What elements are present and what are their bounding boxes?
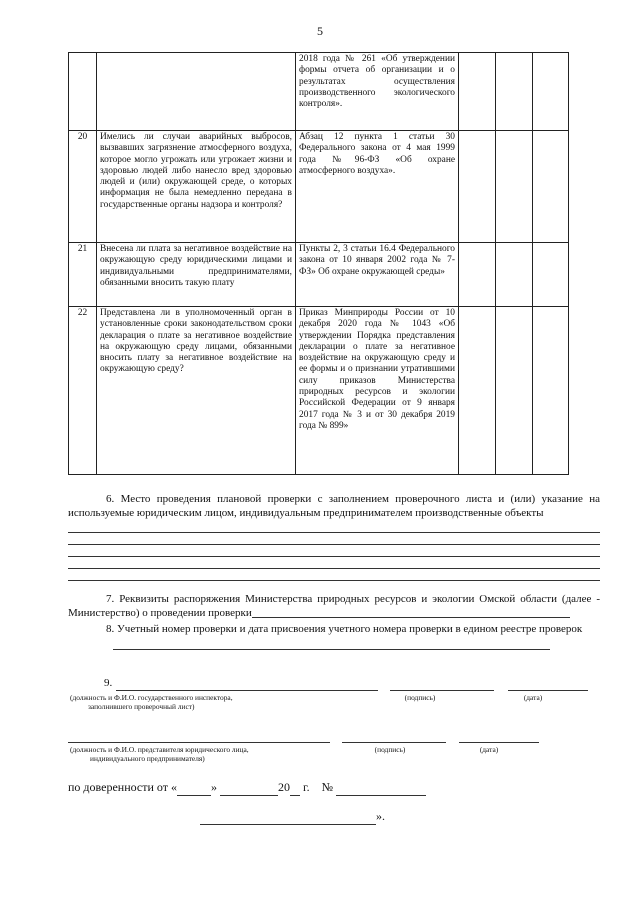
row-number: 22 [69, 307, 97, 475]
poa-year-prefix: 20 [278, 780, 290, 794]
poa-day-field[interactable] [177, 779, 211, 796]
representative-date-line[interactable] [459, 742, 539, 743]
row-number: 21 [69, 243, 97, 307]
answer-yes-cell[interactable] [459, 53, 496, 131]
requirement-cell: 2018 года № 261 «Об утверждении формы отчета об организации и о результатах осуществления производственного экологического контроля». [296, 53, 459, 131]
table-row [69, 307, 569, 475]
inspector-signature-caption: (подпись) [404, 693, 436, 702]
question-cell [97, 53, 296, 131]
answer-yes-cell[interactable] [459, 243, 496, 307]
representative-caption-line-2: индивидуального предпринимателя) [90, 754, 205, 763]
answer-yes-cell[interactable] [459, 307, 496, 475]
poa-number-field[interactable] [336, 779, 426, 796]
answer-no-cell[interactable] [496, 131, 533, 243]
inspector-name-line[interactable] [116, 690, 378, 691]
power-of-attorney-line [68, 779, 426, 796]
representative-signature-caption: (подпись) [374, 745, 406, 754]
answer-no-cell[interactable] [496, 243, 533, 307]
representative-name-line[interactable] [68, 742, 330, 743]
poa-prefix: по доверенности от « [68, 780, 177, 794]
section-9-number: 9. [104, 677, 113, 689]
section-6-fill-line[interactable] [68, 532, 600, 533]
section-6-fill-line[interactable] [68, 568, 600, 569]
representative-caption [70, 745, 330, 763]
checklist-table [68, 52, 569, 475]
answer-yes-cell[interactable] [459, 131, 496, 243]
question-cell: Представлена ли в уполномоченный орган в установленные сроки законодательством сроки декларация о плате за негативное воздействие на окружающую среду лицами, обязанными вносить плату за негативное воздействие на окружающую среду? [97, 307, 296, 475]
section-6-text: 6. Место проведения плановой проверки с заполнением проверочного листа и (или) указание на используемые юридическим лицом, индивидуальным предпринимателем производственные объекты [68, 493, 600, 519]
question-cell: Внесена ли плата за негативное воздействие на окружающую среду юридическими лицами и индивидуальными предпринимателями, обязанными вносить такую плату [97, 243, 296, 307]
requirement-cell: Приказ Минприроды России от 10 декабря 2020 года № 1043 «Об утверждении Порядка представления декларации о плате за негативное воздействие на окружающую среду и ее формы и о признании утратившими силу приказов Министерства природных ресурсов и экологии Российской Федерации от 9 января 2017 года № 3 и от 30 декабря 2019 года № 899» [296, 307, 459, 475]
poa-year-suffix: г. [303, 780, 310, 794]
section-7-fill-line[interactable] [252, 617, 570, 618]
answer-na-cell[interactable] [533, 131, 569, 243]
section-6-fill-line[interactable] [68, 544, 600, 545]
poa-number-sign: № [321, 780, 334, 794]
inspector-signature-line[interactable] [390, 690, 494, 691]
answer-no-cell[interactable] [496, 53, 533, 131]
row-number [69, 53, 97, 131]
representative-date-caption: (дата) [479, 745, 499, 754]
section-6-fill-line[interactable] [68, 556, 600, 557]
section-8-text: 8. Учетный номер проверки и дата присвоения учетного номера проверки в едином реестре проверок [106, 623, 583, 635]
poa-issued-by-field[interactable] [200, 808, 376, 825]
table-row [69, 243, 569, 307]
poa-month-field[interactable] [220, 779, 278, 796]
representative-signature-line[interactable] [342, 742, 446, 743]
table-row [69, 131, 569, 243]
inspector-caption-line-1: (должность и Ф.И.О. государственного инспектора, [70, 693, 233, 702]
poa-year-field[interactable] [290, 779, 300, 796]
poa-close-quote: » [211, 780, 217, 794]
poa-tail: ». [376, 809, 385, 823]
inspector-caption [70, 693, 290, 711]
poa-issued-by-line [200, 808, 385, 825]
requirement-cell: Абзац 12 пункта 1 статьи 30 Федерального закона от 4 мая 1999 года №96-ФЗ «Об охране атмосферного воздуха». [296, 131, 459, 243]
question-cell: Имелись ли случаи аварийных выбросов, вызвавших загрязнение атмосферного воздуха, которое могло угрожать или угрожает жизни и здоровью людей либо нанесло вред здоровью людей и (или) окружающей среде, о которых информация не была немедленно передана в государственные органы надзора и контроля? [97, 131, 296, 243]
table-row [69, 53, 569, 131]
answer-na-cell[interactable] [533, 307, 569, 475]
section-6-fill-line[interactable] [68, 580, 600, 581]
answer-na-cell[interactable] [533, 243, 569, 307]
requirement-cell: Пункты 2, 3 статьи 16.4 Федерального закона от 10 января 2002 года № 7-ФЗ» Об охране окружающей среды» [296, 243, 459, 307]
inspector-date-line[interactable] [508, 690, 588, 691]
inspector-date-caption: (дата) [523, 693, 543, 702]
section-8-fill-line[interactable] [113, 649, 550, 650]
representative-caption-line-1: (должность и Ф.И.О. представителя юридического лица, [70, 745, 249, 754]
answer-na-cell[interactable] [533, 53, 569, 131]
row-number: 20 [69, 131, 97, 243]
section-7-text: 7. Реквизиты распоряжения Министерства природных ресурсов и экологии Омской области (далее - Министерство) о проведении проверки [68, 593, 600, 619]
answer-no-cell[interactable] [496, 307, 533, 475]
inspector-caption-line-2: заполнившего проверочный лист) [88, 702, 195, 711]
page-number: 5 [317, 24, 323, 38]
